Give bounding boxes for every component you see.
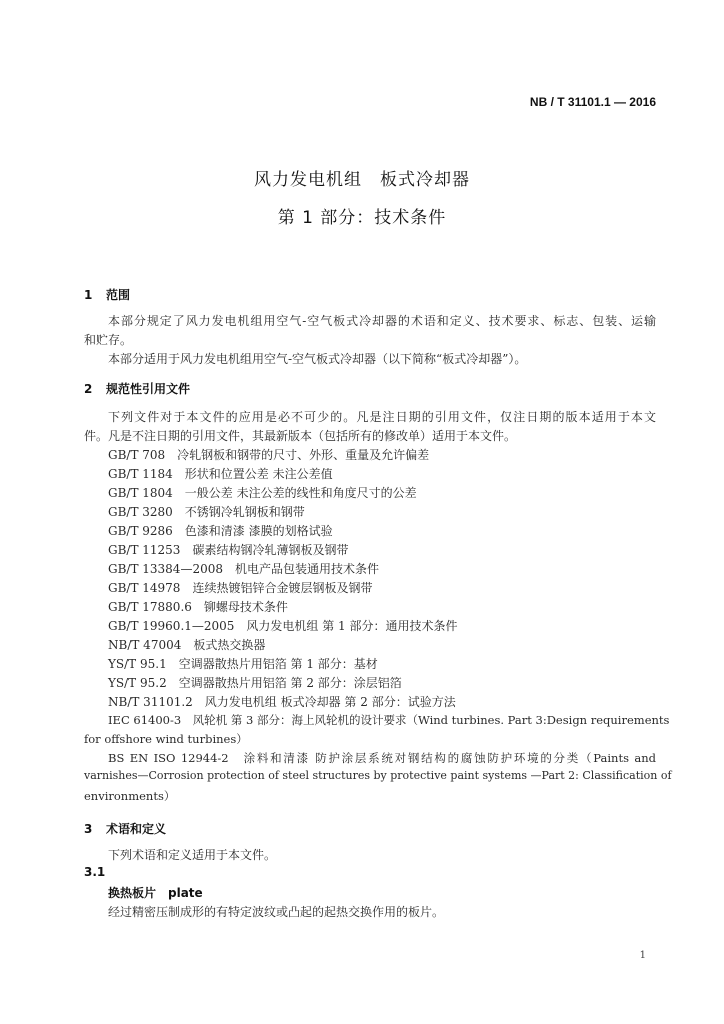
reference-item: GB/T 14978 连续热镀铝锌合金镀层钢板及钢带: [108, 581, 373, 595]
document-title: 风力发电机组 板式冷却器: [254, 170, 470, 190]
reference-item-iec-line-2: for offshore wind turbines）: [84, 732, 248, 746]
scope-paragraph-1-line-2: 和贮存。: [84, 333, 133, 347]
reference-item: GB/T 1184 形状和位置公差 未注公差值: [108, 467, 333, 481]
page-number: 1: [639, 950, 646, 961]
reference-item: NB/T 47004 板式热交换器: [108, 638, 266, 652]
scope-paragraph-2: 本部分适用于风力发电机组用空气-空气板式冷却器（以下简称“板式冷却器”）。: [108, 352, 527, 366]
term-number: 3.1: [84, 865, 106, 879]
reference-item: YS/T 95.1 空调器散热片用铝箔 第 1 部分：基材: [108, 657, 378, 671]
section-title: 术语和定义: [106, 822, 167, 836]
term-name: 换热板片 plate: [108, 886, 203, 900]
reference-item-bs-line-1: BS EN ISO 12944-2 涂料和清漆 防护涂层系统对钢结构的腐蚀防护环境的分类（Paints and: [108, 751, 656, 765]
reference-item: NB/T 31101.2 风力发电机组 板式冷却器 第 2 部分：试验方法: [108, 695, 456, 709]
section-number: 1: [84, 288, 93, 302]
terms-intro: 下列术语和定义适用于本文件。: [108, 848, 277, 862]
section-1-heading: [84, 286, 130, 303]
reference-item: GB/T 19960.1—2005 风力发电机组 第 1 部分：通用技术条件: [108, 619, 458, 633]
section-number: 3: [84, 822, 93, 836]
reference-item: YS/T 95.2 空调器散热片用铝箔 第 2 部分：涂层铝箔: [108, 676, 402, 690]
section-title: 范围: [106, 288, 131, 302]
scope-paragraph-1-line-1: 本部分规定了风力发电机组用空气-空气板式冷却器的术语和定义、技术要求、标志、包装、运输: [108, 314, 656, 328]
section-number: 2: [84, 382, 93, 396]
reference-item: GB/T 13384—2008 机电产品包装通用技术条件: [108, 562, 379, 576]
reference-item: GB/T 708 冷轧钢板和钢带的尺寸、外形、重量及允许偏差: [108, 448, 430, 462]
section-2-heading: [84, 380, 190, 397]
standard-number: NB / T 31101.1 — 2016: [529, 95, 656, 109]
reference-item-iec-line-1: IEC 61400-3 风轮机 第 3 部分：海上风轮机的设计要求（Wind turbines. Part 3:Design requirements: [108, 713, 670, 727]
reference-item: GB/T 1804 一般公差 未注公差的线性和角度尺寸的公差: [108, 486, 417, 500]
reference-item: GB/T 11253 碳素结构钢冷轧薄钢板及钢带: [108, 543, 349, 557]
document-subtitle: 第 1 部分：技术条件: [277, 208, 447, 228]
reference-item-bs-line-3: environments）: [84, 789, 176, 803]
section-3-heading: [84, 820, 166, 837]
term-definition: 经过精密压制成形的有特定波纹或凸起的起热交换作用的板片。: [108, 905, 445, 919]
reference-item: GB/T 3280 不锈钢冷轧钢板和钢带: [108, 505, 305, 519]
reference-item-bs-line-2: varnishes—Corrosion protection of steel structures by protective paint systems —Part 2: Classification of: [84, 769, 672, 782]
reference-item: GB/T 9286 色漆和清漆 漆膜的划格试验: [108, 524, 333, 538]
section-title: 规范性引用文件: [106, 382, 191, 396]
references-intro-line-1: 下列文件对于本文件的应用是必不可少的。凡是注日期的引用文件，仅注日期的版本适用于本文: [108, 410, 656, 424]
references-intro-line-2: 件。凡是不注日期的引用文件，其最新版本（包括所有的修改单）适用于本文件。: [84, 429, 517, 443]
reference-item: GB/T 17880.6 铆螺母技术条件: [108, 600, 288, 614]
